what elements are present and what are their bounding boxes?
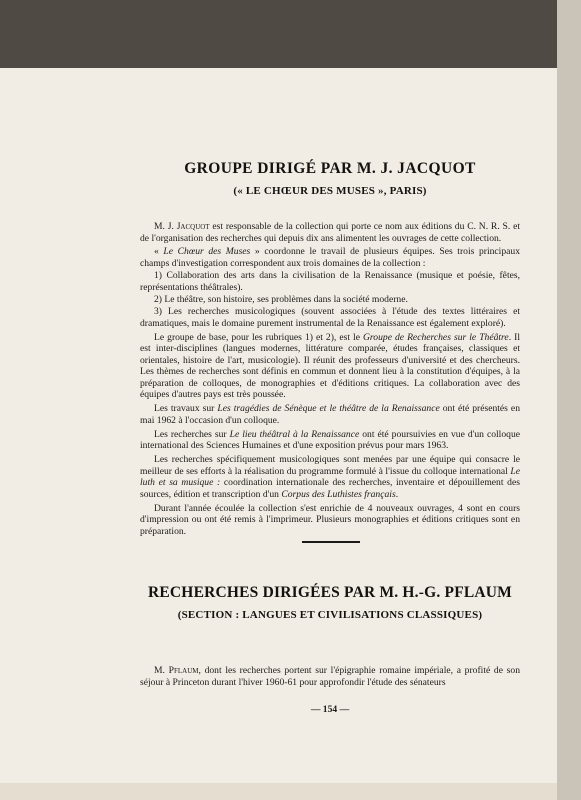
paragraph-4: 2) Le théâtre, son histoire, ses problèmes dans la société moderne. [154,293,408,305]
paragraph-1: M. J. Jacquot est responsable de la collection qui porte ce nom aux éditions du C. N. R. S. et de l'organisation des recherches qui depuis dix ans alimentent les ouvrages de cette collection. [140,221,521,244]
paragraph-8: Les recherches sur Le lieu théâtral à la Renaissance ont été poursuivies en vue d'un colloque international des Sciences Humaines et d'une exposition prévus pour mars 1963. [140,428,520,452]
paragraph-9: Les recherches spécifiquement musicologiques sont menées par une équipe qui consacre le meilleur de ses efforts à la réalisation du programme formulé à l'issue du colloque international Le luth et sa musique : coordination internationale des recherches, inventaire et dépouillement des sources, édition et transcription d'un Corpus des Luthistes français. [140,454,520,500]
section2-title: RECHERCHES DIRIGÉES PAR M. H.-G. PFLAUM [147,584,513,601]
section2-subtitle: (SECTION : LANGUES ET CIVILISATIONS CLASSIQUES) [177,609,483,621]
page-number: — 154 — [310,704,350,715]
paragraph-5: 3) Les recherches musicologiques (souvent associées à l'étude des textes littéraires et dramatiques, mais le domaine purement instrumental de la Renaissance est également exploré). [140,306,520,329]
paragraph-6: Le groupe de base, pour les rubriques 1) et 2), est le Groupe de Recherches sur le Théâtre. Il est inter-disciplines (langues modernes, littérature comparée, études françaises, classiques et orientales, histoire de l'art, musicologie). Il réunit des professeurs d'université et des chercheurs. Les thèmes de recherches sont définis en commun et donnent lieu à la constitution d'équipes, à la préparation de colloques, de monographies et d'éditions critiques. La collaboration avec des équipes d'autres pays est très poussée. [140,331,520,401]
paragraph-10: Durant l'année écoulée la collection s'est enrichie de 4 nouveaux ouvrages, 4 sont en cours d'impression ou ont été remis à l'imprimeur. Plusieurs monographies et éditions critiques sont en préparation. [140,502,520,537]
section1-subtitle: (« LE CHŒUR DES MUSES », PARIS) [233,185,427,197]
paragraph-3: 1) Collaboration des arts dans la civilisation de la Renaissance (musique et poésie, fêtes, représentations théâtrales). [140,270,520,293]
background-top [0,0,557,68]
paragraph-7: Les travaux sur Les tragédies de Sénèque et le théâtre de la Renaissance ont été présentés en mai 1962 à l'occasion d'un colloque. [140,403,520,426]
section2-body [140,665,520,688]
paragraph-section2: M. Pflaum, dont les recherches portent sur l'épigraphie romaine impériale, a profité de son séjour à Princeton durant l'hiver 1960-61 pour approfondir l'étude des sénateurs [140,665,521,688]
paragraph-2: « Le Chœur des Muses » coordonne le travail de plusieurs équipes. Ses trois principaux champs d'investigation correspondent aux trois domaines de la collection : [140,246,520,269]
section-divider [302,541,360,543]
section1-body [140,221,520,537]
section1-title: GROUPE DIRIGÉ PAR M. J. JACQUOT [184,160,476,177]
binding-edge [557,0,581,800]
